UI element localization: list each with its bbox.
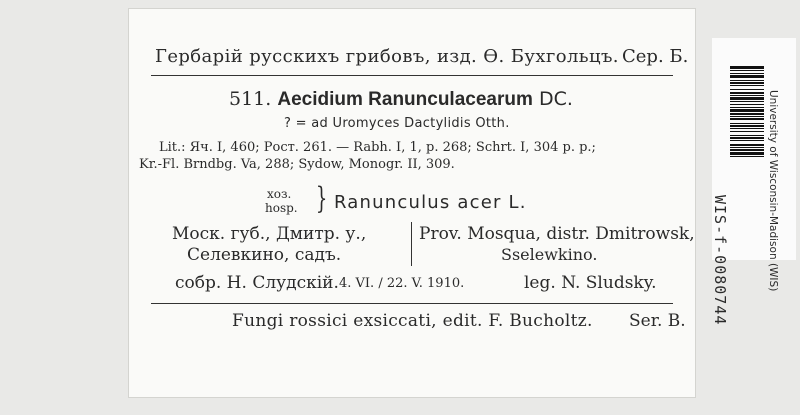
locality-divider	[411, 222, 412, 266]
herbarium-label	[128, 8, 696, 398]
barcode-bar	[730, 125, 764, 127]
barcode-bar	[730, 116, 764, 117]
barcode-bar	[730, 149, 764, 151]
series-footer: Ser. B.	[629, 311, 686, 331]
barcode-bar	[730, 137, 764, 139]
barcode-bar	[730, 135, 764, 136]
host-name: Ranunculus acer L.	[334, 192, 527, 213]
barcode-bar	[730, 89, 764, 90]
header-divider	[151, 75, 673, 76]
barcode-number: WIS-f-0080744	[711, 195, 729, 326]
barcode-bar	[730, 123, 764, 124]
barcode-bar	[730, 140, 764, 141]
barcode-bar	[730, 73, 764, 74]
literature-line-1: Lit.: Яч. I, 460; Рост. 261. — Rabh. I, 1, p. 268; Schrt. I, 304 p. p.;	[159, 140, 596, 155]
series-header: Сер. Б.	[622, 46, 689, 67]
locality-la-line-2: Sselewkino.	[501, 245, 598, 264]
host-label-la: hosp.	[265, 201, 298, 215]
barcode-bar	[730, 118, 764, 120]
barcode-bar	[730, 152, 764, 155]
brace-icon: }	[315, 181, 328, 216]
barcode-bar	[730, 101, 764, 102]
barcode-bar	[730, 147, 764, 148]
host-label-ru: хоз.	[267, 187, 292, 201]
label-header: Гербарій русскихъ грибовъ, изд. Ѳ. Бухгольцъ.	[155, 46, 619, 67]
collector-la: leg. N. Sludsky.	[524, 273, 657, 293]
species-name: Aecidium Ranunculacearum	[277, 89, 533, 110]
literature-line-2: Kr.-Fl. Brndbg. Va, 288; Sydow, Monogr. II, 309.	[139, 157, 455, 172]
barcode-bar	[730, 85, 764, 86]
collection-date: 4. VI. / 22. V. 1910.	[339, 276, 465, 291]
specimen-title	[229, 88, 573, 111]
label-footer: Fungi rossici exsiccati, edit. F. Bucholtz.	[232, 311, 593, 331]
locality-la-line-1: Prov. Mosqua, distr. Dmitrowsk,	[419, 224, 695, 244]
barcode-bar	[730, 97, 764, 100]
barcode-bar	[730, 113, 764, 115]
barcode-bar	[730, 80, 764, 81]
locality-ru-line-1: Моск. губ., Дмитр. у.,	[172, 224, 367, 244]
species-author: DC.	[538, 88, 573, 110]
barcode-bar	[730, 66, 764, 69]
barcode-bar	[730, 109, 764, 112]
barcode-bar	[730, 92, 764, 94]
barcode-bar	[730, 128, 764, 129]
barcode-bar	[730, 131, 764, 132]
barcode-bar	[730, 107, 764, 108]
footer-divider	[151, 303, 673, 304]
collector-ru: собр. Н. Слудскій.	[175, 273, 339, 293]
synonym: ? = ad Uromyces Dactylidis Otth.	[284, 116, 510, 131]
barcode-bar	[730, 144, 764, 146]
barcode-bar	[730, 75, 764, 78]
institution-name: University of Wisconsin-Madison (WIS)	[767, 90, 779, 292]
barcode-bar	[730, 82, 764, 84]
barcode-bar	[730, 95, 764, 96]
barcode-bar	[730, 70, 764, 71]
specimen-number: 511.	[229, 88, 272, 110]
barcode-bar	[730, 156, 764, 157]
locality-ru-line-2: Селевкино, садъ.	[187, 245, 342, 265]
barcode-bar	[730, 104, 764, 105]
